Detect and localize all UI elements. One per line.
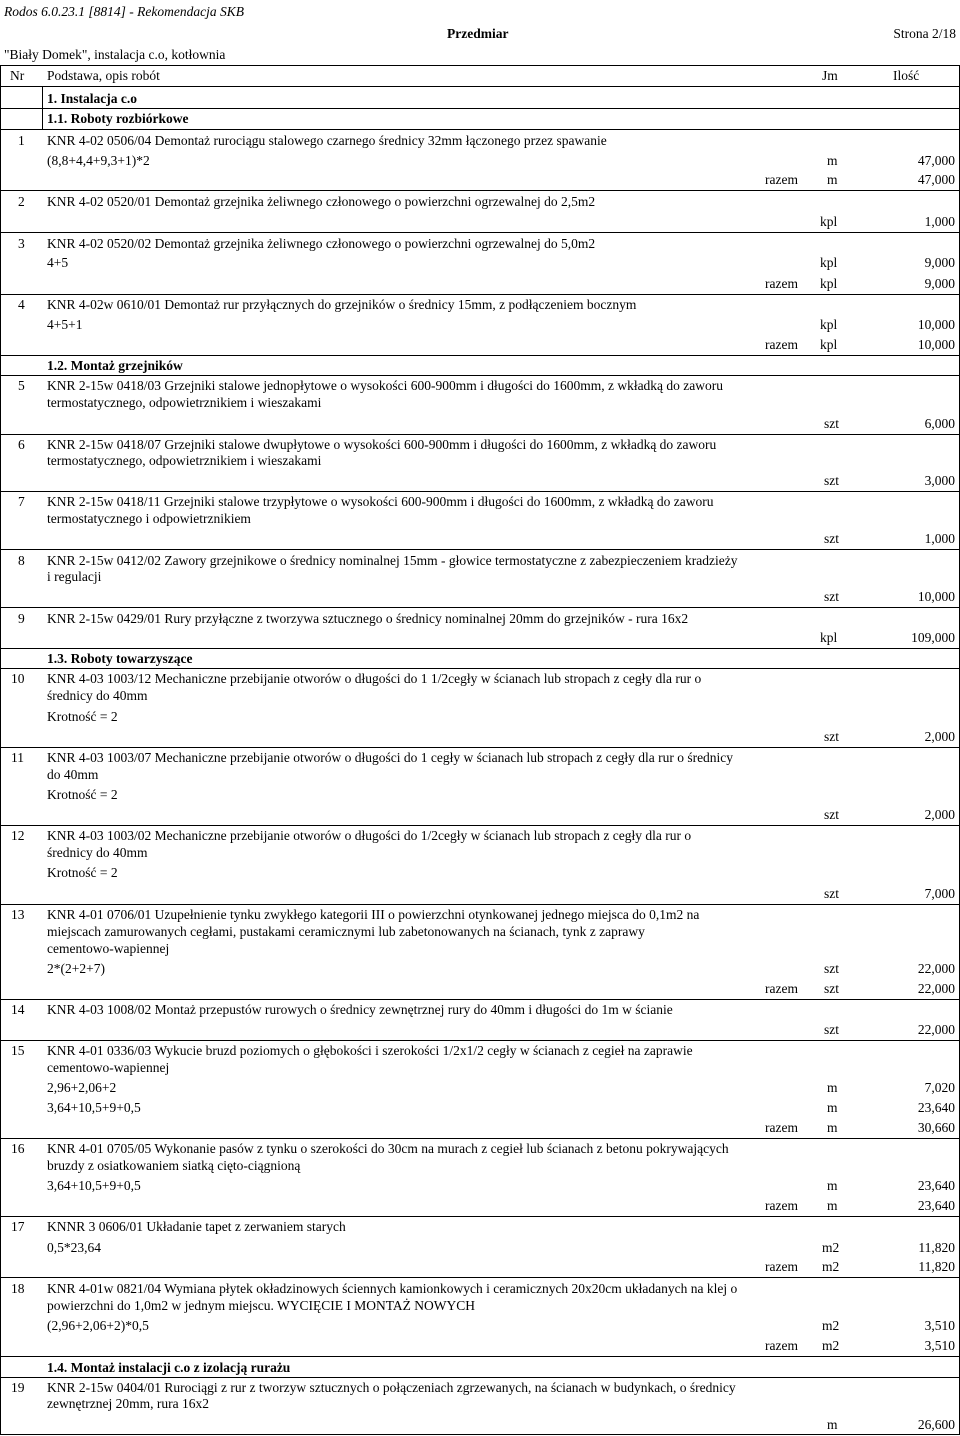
total-unit: m	[827, 1120, 838, 1135]
item-calculation: 4+5+1	[47, 317, 83, 332]
item-description-line1: KNR 4-03 1003/02 Mechaniczne przebijanie otworów o długości do 1/2cegły w ścianach lub stropach z cegły dla rur o	[47, 828, 692, 843]
row-rule	[0, 648, 960, 649]
item-unit: m	[827, 1100, 838, 1115]
item-quantity: 26,600	[917, 1417, 955, 1432]
item-description: KNR 2-15w 0429/01 Rury przyłączne z tworzywa sztucznego o średnicy nominalnej 20mm do grzejników - rura 16x2	[47, 611, 689, 626]
item-description-line1: KNR 2-15w 0418/11 Grzejniki stalowe trzypłytowe o wysokości 600-900mm i długości do 1600mm, z wkładką do zaworu	[47, 494, 714, 509]
total-quantity: 11,820	[918, 1259, 955, 1274]
table-header-rule	[0, 86, 960, 87]
item-calculation: 0,5*23,64	[47, 1240, 101, 1255]
item-number: 13	[11, 907, 25, 922]
item-number: 2	[18, 194, 25, 209]
total-unit: m	[827, 172, 838, 187]
item-quantity: 22,000	[917, 1022, 955, 1037]
total-quantity: 22,000	[917, 981, 955, 996]
item-unit: m	[827, 1178, 838, 1193]
row-rule	[0, 668, 960, 669]
item-quantity: 23,640	[917, 1100, 955, 1115]
table-top-rule	[0, 65, 960, 66]
item-calculation: Krotność = 2	[47, 865, 118, 880]
item-description-line1: KNR 2-15w 0418/07 Grzejniki stalowe dwupłytowe o wysokości 600-900mm i długości do 1600mm, z wkładką do zaworu	[47, 437, 717, 452]
razem-label: razem	[765, 172, 798, 187]
item-description: KNR 4-02w 0610/01 Demontaż rur przyłącznych do grzejników o średnicy 15mm, z podłączeniem bocznym	[47, 297, 637, 312]
item-description-line1: KNR 2-15w 0412/02 Zawory grzejnikowe o średnicy nominalnej 15mm - głowice termostatyczne z zabezpieczeniem kradzieży	[47, 553, 738, 568]
row-rule	[0, 1138, 960, 1139]
item-unit: m2	[822, 1240, 840, 1255]
item-description-line2: termostatycznego i odpowietrznikiem	[47, 511, 251, 526]
row-rule	[0, 355, 960, 356]
item-description-line1: KNR 2-15w 0404/01 Rurociągi z rur z tworzyw sztucznych o połączeniach zgrzewanych, na ścianach w budynkach, o średnicy	[47, 1380, 736, 1395]
item-description-line2: średnicy do 40mm	[47, 688, 148, 703]
row-rule	[0, 999, 960, 1000]
row-rule	[0, 747, 960, 748]
project-name: "Biały Domek", instalacja c.o, kotłownia	[4, 47, 226, 62]
row-rule	[0, 375, 960, 376]
section-title: 1.2. Montaż grzejników	[47, 358, 183, 373]
column-rule	[0, 65, 1, 1435]
item-calculation: 3,64+10,5+9+0,5	[47, 1178, 141, 1193]
item-description: KNR 4-02 0520/02 Demontaż grzejnika żeliwnego członowego o powierzchni ogrzewalnej do 5,0m2	[47, 236, 596, 251]
item-description-line1: KNR 4-03 1003/07 Mechaniczne przebijanie otworów o długości do 1 cegły w ścianach lub stropach z cegły dla rur o średnicy	[47, 750, 734, 765]
item-number: 16	[11, 1141, 25, 1156]
item-quantity: 3,000	[924, 473, 955, 488]
header-jm: Jm	[822, 68, 838, 83]
row-rule	[0, 434, 960, 435]
row-rule	[0, 232, 960, 233]
total-unit: szt	[824, 981, 839, 996]
row-rule	[0, 825, 960, 826]
item-description-line2: zewnętrznej 20mm, rura 16x2	[47, 1396, 209, 1411]
item-number: 3	[18, 236, 25, 251]
table-bottom-rule	[0, 1434, 960, 1435]
item-number: 7	[18, 494, 25, 509]
item-unit: kpl	[820, 255, 838, 270]
item-description-line2: cementowo-wapiennej	[47, 1060, 170, 1075]
item-quantity: 23,640	[917, 1178, 955, 1193]
item-description-line2: termostatycznego, odpowietrznikiem i wieszakami	[47, 453, 322, 468]
row-rule	[0, 294, 960, 295]
row-rule	[0, 1377, 960, 1378]
item-unit: kpl	[820, 630, 838, 645]
item-description-line2: bruzdy z osiatkowaniem siatką cięto-ciągnioną	[47, 1158, 301, 1173]
total-unit: m2	[822, 1259, 840, 1274]
header-qty: Ilość	[893, 68, 920, 83]
item-unit: szt	[824, 531, 839, 546]
item-description-line2: powierzchni do 1,0m2 w jednym miejscu. WYCIĘCIE I MONTAŻ NOWYCH	[47, 1298, 475, 1313]
item-number: 9	[18, 611, 25, 626]
total-unit: kpl	[820, 337, 838, 352]
section-title: 1.4. Montaż instalacji c.o z izolacją rurażu	[47, 1360, 291, 1375]
item-description-line1: KNR 4-01w 0821/04 Wymiana płytek okładzinowych ściennych kamionkowych i ceramicznych 20x20cm układanych na klej o	[47, 1281, 738, 1296]
total-quantity: 10,000	[917, 337, 955, 352]
total-quantity: 9,000	[924, 276, 955, 291]
item-number: 5	[18, 378, 25, 393]
section-title: 1.3. Roboty towarzyszące	[47, 651, 193, 666]
item-unit: szt	[824, 416, 839, 431]
item-number: 4	[18, 297, 25, 312]
item-unit: m	[827, 1080, 838, 1095]
section-title: 1.1. Roboty rozbiórkowe	[47, 111, 189, 126]
section-title: 1. Instalacja c.o	[47, 91, 137, 106]
item-calculation: Krotność = 2	[47, 787, 118, 802]
item-quantity: 7,020	[924, 1080, 955, 1095]
item-unit: szt	[824, 473, 839, 488]
item-description-line2: termostatycznego, odpowietrznikiem i wieszakami	[47, 395, 322, 410]
item-description-line2: średnicy do 40mm	[47, 845, 148, 860]
item-unit: m2	[822, 1318, 840, 1333]
razem-label: razem	[765, 1259, 798, 1274]
razem-label: razem	[765, 1198, 798, 1213]
total-quantity: 30,660	[917, 1120, 955, 1135]
item-quantity: 3,510	[924, 1318, 955, 1333]
row-rule	[0, 1040, 960, 1041]
item-number: 8	[18, 553, 25, 568]
item-number: 14	[11, 1002, 25, 1017]
item-calculation: 2*(2+2+7)	[47, 961, 105, 976]
item-description-line1: KNR 4-03 1003/12 Mechaniczne przebijanie otworów o długości do 1 1/2cegły w ścianach lub stropach z cegły dla rur o	[47, 671, 702, 686]
razem-label: razem	[765, 1120, 798, 1135]
row-rule	[0, 108, 960, 109]
item-description-line1: KNR 4-01 0336/03 Wykucie bruzd poziomych o głębokości i szerokości 1/2x1/2 cegły w ścianach z cegieł na zaprawie	[47, 1043, 693, 1058]
item-description: KNR 4-02 0506/04 Demontaż rurociągu stalowego czarnego średnicy 32mm łączonego przez spawanie	[47, 133, 607, 148]
item-description-line1: KNR 4-01 0706/01 Uzupełnienie tynku zwykłego kategorii III o powierzchni otynkowanej jednego miejsca do 0,1m2 na	[47, 907, 700, 922]
header-description: Podstawa, opis robót	[47, 68, 160, 83]
item-description-line2: miejscach zamurowanych cegłami, pustakami ceramicznymi lub zabetonowanych na ścianach, tynk z zaprawy	[47, 924, 645, 939]
razem-label: razem	[765, 276, 798, 291]
item-number: 6	[18, 437, 25, 452]
item-description: KNR 4-02 0520/01 Demontaż grzejnika żeliwnego członowego o powierzchni ogrzewalnej do 2,5m2	[47, 194, 596, 209]
item-description: KNNR 3 0606/01 Układanie tapet z zerwaniem starych	[47, 1219, 346, 1234]
item-quantity: 10,000	[917, 317, 955, 332]
item-description-line3: cementowo-wapiennej	[47, 941, 170, 956]
item-unit: szt	[824, 886, 839, 901]
item-unit: m	[827, 1417, 838, 1432]
doc-title: Przedmiar	[447, 26, 509, 41]
row-rule	[0, 904, 960, 905]
row-rule	[0, 1277, 960, 1278]
total-quantity: 23,640	[917, 1198, 955, 1213]
item-calculation: (8,8+4,4+9,3+1)*2	[47, 153, 150, 168]
item-number: 10	[11, 671, 25, 686]
razem-label: razem	[765, 1338, 798, 1353]
item-calculation: Krotność = 2	[47, 709, 118, 724]
item-unit: kpl	[820, 214, 838, 229]
item-number: 15	[11, 1043, 25, 1058]
item-number: 1	[18, 133, 25, 148]
item-description: KNR 4-03 1008/02 Montaż przepustów rurowych o średnicy zewnętrznej rury do 40mm i długości do 1m w ścianie	[47, 1002, 673, 1017]
item-number: 19	[11, 1380, 25, 1395]
total-unit: kpl	[820, 276, 838, 291]
row-rule	[0, 129, 960, 130]
item-quantity: 22,000	[917, 961, 955, 976]
item-calculation: 2,96+2,06+2	[47, 1080, 117, 1095]
item-quantity: 1,000	[924, 214, 955, 229]
column-rule	[42, 86, 43, 129]
row-rule	[0, 607, 960, 608]
item-quantity: 2,000	[924, 729, 955, 744]
item-unit: szt	[824, 729, 839, 744]
item-unit: szt	[824, 1022, 839, 1037]
item-description-line2: do 40mm	[47, 767, 99, 782]
item-description-line2: i regulacji	[47, 569, 102, 584]
razem-label: razem	[765, 981, 798, 996]
item-unit: szt	[824, 589, 839, 604]
item-unit: kpl	[820, 317, 838, 332]
row-rule	[0, 491, 960, 492]
razem-label: razem	[765, 337, 798, 352]
row-rule	[0, 1216, 960, 1217]
item-number: 11	[11, 750, 24, 765]
row-rule	[0, 190, 960, 191]
item-quantity: 11,820	[918, 1240, 955, 1255]
header-nr: Nr	[10, 68, 25, 83]
row-rule	[0, 1356, 960, 1357]
item-calculation: 4+5	[47, 255, 69, 270]
item-unit: szt	[824, 961, 839, 976]
item-number: 17	[11, 1219, 25, 1234]
item-description-line1: KNR 2-15w 0418/03 Grzejniki stalowe jednopłytowe o wysokości 600-900mm i długości do 1600mm, z wkładką do zaworu	[47, 378, 724, 393]
item-unit: szt	[824, 807, 839, 822]
item-description-line1: KNR 4-01 0705/05 Wykonanie pasów z tynku o szerokości do 30cm na murach z cegieł lub ścianach z betonu pokrywających	[47, 1141, 729, 1156]
item-quantity: 47,000	[917, 153, 955, 168]
item-quantity: 6,000	[924, 416, 955, 431]
item-number: 12	[11, 828, 25, 843]
item-number: 18	[11, 1281, 25, 1296]
item-quantity: 10,000	[917, 589, 955, 604]
item-calculation: 3,64+10,5+9+0,5	[47, 1100, 141, 1115]
item-quantity: 7,000	[924, 886, 955, 901]
item-quantity: 1,000	[924, 531, 955, 546]
page-number: Strona 2/18	[893, 26, 956, 41]
total-unit: m	[827, 1198, 838, 1213]
item-quantity: 9,000	[924, 255, 955, 270]
app-title: Rodos 6.0.23.1 [8814] - Rekomendacja SKB	[4, 4, 244, 19]
row-rule	[0, 549, 960, 550]
total-quantity: 47,000	[917, 172, 955, 187]
total-unit: m2	[822, 1338, 840, 1353]
item-calculation: (2,96+2,06+2)*0,5	[47, 1318, 149, 1333]
item-quantity: 109,000	[911, 630, 955, 645]
total-quantity: 3,510	[924, 1338, 955, 1353]
item-unit: m	[827, 153, 838, 168]
item-quantity: 2,000	[924, 807, 955, 822]
